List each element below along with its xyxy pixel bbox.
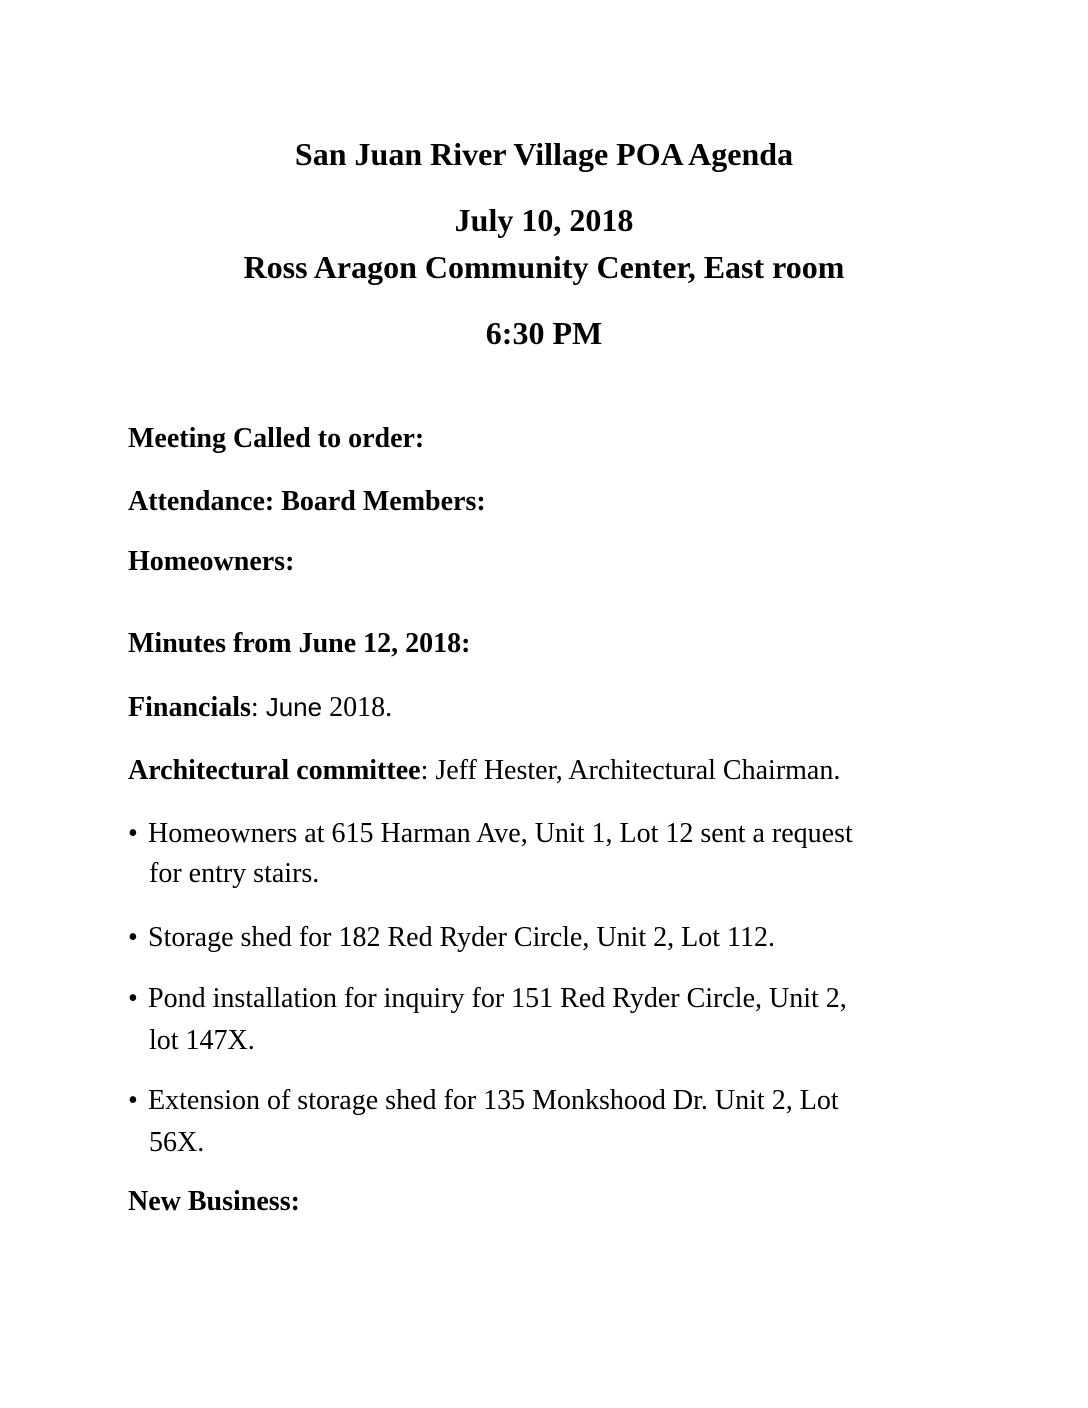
list-item-text: Homeowners at 615 Harman Ave, Unit 1, Lot 12 sent a request — [148, 818, 853, 849]
financials-colon: : — [250, 692, 266, 723]
list-item — [128, 985, 847, 1013]
bullet-icon: • — [128, 983, 138, 1014]
list-item-continuation: lot 147X. — [149, 1025, 255, 1056]
list-item — [128, 820, 853, 848]
list-item-text: Extension of storage shed for 135 Monkshood Dr. Unit 2, Lot — [148, 1085, 839, 1116]
homeowners-heading: Homeowners: — [128, 546, 295, 577]
financials-month: June — [265, 692, 323, 722]
financials-year: 2018. — [322, 692, 393, 723]
architectural-label: Architectural committee — [128, 755, 421, 786]
list-item-continuation: 56X. — [149, 1127, 205, 1158]
list-item-text: Pond installation for inquiry for 151 Red Ryder Circle, Unit 2, — [148, 983, 847, 1014]
meeting-date: July 10, 2018 — [454, 202, 634, 238]
architectural-line — [128, 757, 840, 785]
meeting-location: Ross Aragon Community Center, East room — [243, 249, 845, 285]
minutes-heading: Minutes from June 12, 2018: — [128, 628, 471, 659]
financials-line — [128, 694, 392, 722]
bullet-icon: • — [128, 1085, 138, 1116]
list-item — [128, 924, 775, 952]
financials-label: Financials — [128, 692, 251, 723]
agenda-title: San Juan River Village POA Agenda — [294, 136, 794, 172]
list-item-continuation: for entry stairs. — [149, 858, 320, 889]
called-to-order-heading: Meeting Called to order: — [128, 423, 425, 454]
meeting-time: 6:30 PM — [485, 315, 603, 351]
bullet-icon: • — [128, 818, 138, 849]
list-item — [128, 1087, 839, 1115]
list-item-text: Storage shed for 182 Red Ryder Circle, Unit 2, Lot 112. — [148, 922, 775, 953]
attendance-heading: Attendance: Board Members: — [128, 486, 486, 517]
bullet-icon: • — [128, 922, 138, 953]
architectural-chair: : Jeff Hester, Architectural Chairman. — [420, 755, 841, 786]
new-business-heading: New Business: — [128, 1186, 300, 1217]
